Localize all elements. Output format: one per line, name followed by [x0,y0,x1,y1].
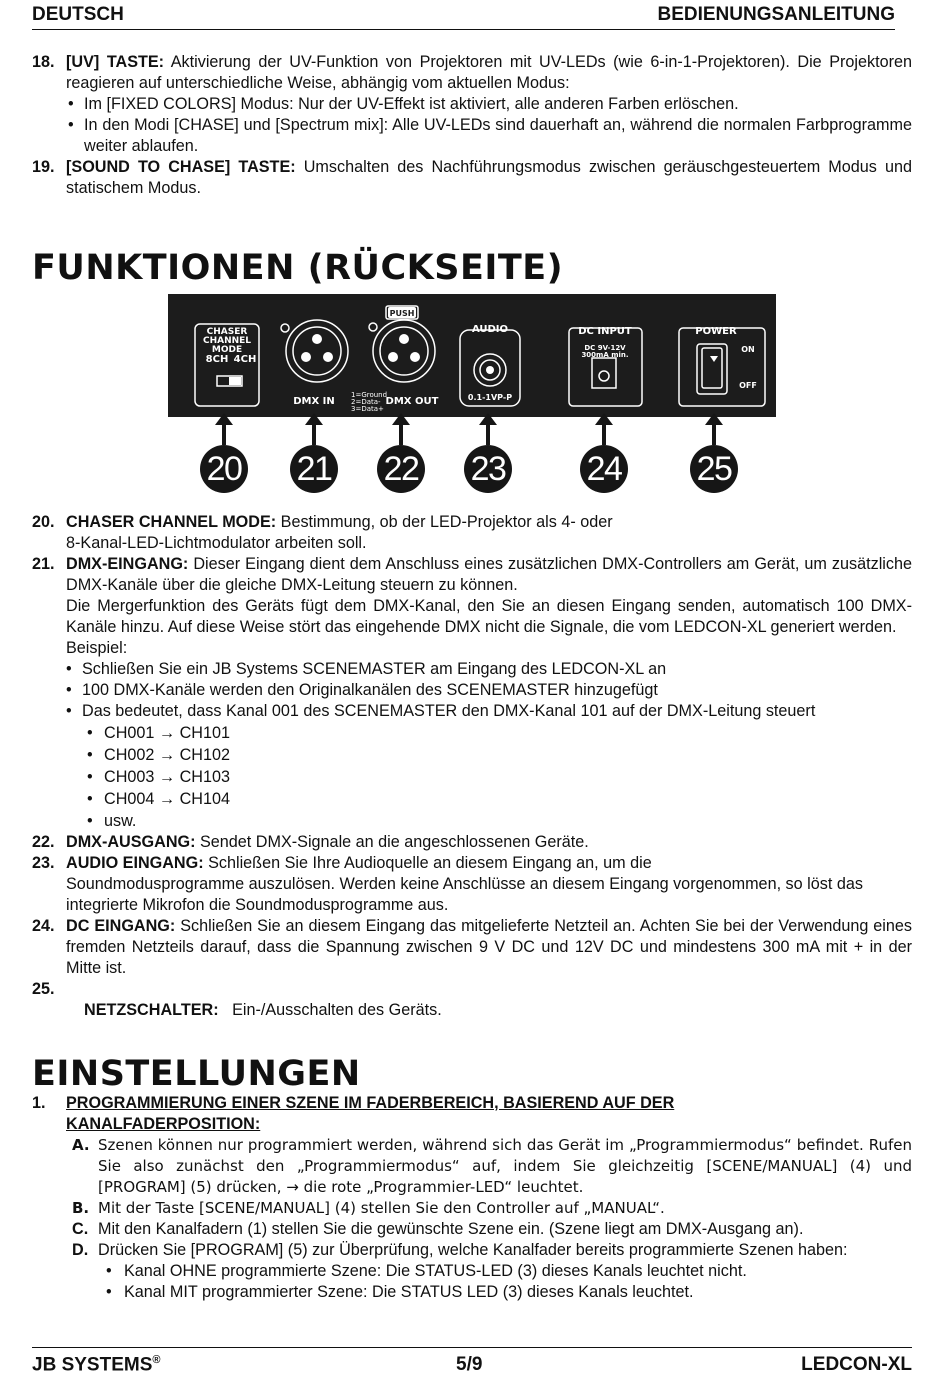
item-text: Schließen Sie Ihre Audioquelle an diesem Eingang an, um die [203,854,652,872]
audio-label: AUDIO [471,324,509,335]
list-item-text: Kanal MIT programmierter Szene: Die STATUS LED (3) dieses Kanals leuchtet. [124,1283,694,1301]
brand-name: JB SYSTEMS [32,1354,153,1376]
step-c [32,1219,912,1240]
dc-spec-1: DC 9V-12V [584,344,626,352]
sub-list-item: • usw. [32,810,912,832]
arrow-22 [399,417,403,445]
callout-25: 25 [690,445,738,493]
list-item: • 100 DMX-Kanäle werden den Originalkanälen des SCENEMASTER hinzugefügt [32,680,912,701]
header-title: BEDIENUNGSANLEITUNG [657,4,895,25]
pin-label-2: 2=Data- [351,398,381,406]
step-text: Szenen können nur programmiert werden, während sich das Gerät im „Programmiermodus“ befindet. Rufen Sie also zunächst den „Programmiermodus“ auf, indem Sie gleichzeitig [SCENE/MANUAL] (4) und [PROGRAM] (5) drücken, → die rote „Programmier-LED“ leuchtet. [98,1136,912,1196]
item-text: Sendet DMX-Signale an die angeschlossenen Geräte. [195,833,589,851]
list-item: • Das bedeutet, dass Kanal 001 des SCENEMASTER den DMX-Kanal 101 auf der DMX-Leitung steuert [32,701,912,722]
arrow-21 [312,417,316,445]
on-label: ON [741,345,755,354]
item-label: [SOUND TO CHASE] TASTE: [66,158,296,176]
callout-24: 24 [580,445,628,493]
settings-section [32,1093,912,1303]
step-text: Mit der Taste [SCENE/MANUAL] (4) stellen Sie den Controller auf „MANUAL“. [98,1199,665,1217]
item-23 [32,853,912,874]
arrow-20 [222,417,226,445]
dmx-out-connector [373,320,435,382]
step-letter: C. [72,1220,89,1238]
step-letter: D. [72,1241,89,1259]
dc-input-box [569,328,642,406]
page-header [32,2,895,30]
section-title-functions: FUNKTIONEN (RÜCKSEITE) [32,248,564,288]
page-number: 5/9 [456,1354,483,1375]
settings-title-line2: KANALFADERPOSITION: [66,1115,261,1133]
callout-23: 23 [464,445,512,493]
list-item [32,1282,912,1303]
footer-model: LEDCON-XL [801,1354,912,1375]
item-text: Aktivierung der UV-Funktion von Projektoren mit UV-LEDs (wie 6-in-1-Projektoren). Die Projektoren reagieren auf unterschiedliche Weise, abhängig vom aktuellen Modus: [66,53,912,92]
item-number: 22. [32,833,55,851]
dmx-out-label: DMX OUT [385,396,439,407]
item-text: Bestimmung, ob der LED-Projektor als 4- oder [276,513,613,531]
list-item [32,1261,912,1282]
step-text: Drücken Sie [PROGRAM] (5) zur Überprüfung, welche Kanalfader bereits programmierte Szenen haben: [98,1241,848,1259]
list-item: • Schließen Sie ein JB Systems SCENEMASTER am Eingang des LEDCON-XL an [32,659,912,680]
ch8-label: 8CH [205,354,229,365]
settings-title-line1: PROGRAMMIERUNG EINER SZENE IM FADERBEREICH, BASIEREND AUF DER [66,1094,675,1112]
callout-20: 20 [200,445,248,493]
item-label: CHASER CHANNEL MODE: [66,513,277,531]
item-22 [32,832,912,853]
settings-heading [32,1093,912,1135]
arrow-23 [486,417,490,445]
item-number: 25. [32,980,55,998]
step-letter: B. [72,1199,90,1217]
push-label: PUSH [389,309,415,318]
power-label: POWER [695,326,737,337]
item-21 [32,554,912,596]
step-b [32,1198,912,1219]
step-a [32,1135,912,1198]
sub-list-item: • CH003 → CH103 [32,766,912,788]
item-number: 23. [32,854,55,872]
callout-21: 21 [290,445,338,493]
item-18 [32,52,912,94]
dc-input-label: DC INPUT [578,326,632,337]
section-title-settings: EINSTELLUNGEN [32,1054,361,1094]
off-label: OFF [739,381,757,390]
registered-mark: ® [152,1354,161,1366]
item-number: 21. [32,555,55,573]
list-item-text: Kanal OHNE programmierte Szene: Die STATUS-LED (3) dieses Kanals leuchtet nicht. [124,1262,747,1280]
arrow-24 [602,417,606,445]
page-footer [32,1347,912,1388]
header-language: DEUTSCH [32,4,124,25]
item-20 [32,512,912,533]
item-text: Umschalten des Nachführungsmodus zwischen geräuschgesteuertem Modus und statischem Modus. [66,158,912,197]
item-25 [32,979,912,1042]
step-d [32,1240,912,1261]
item-label: NETZSCHALTER: [84,1001,219,1019]
top-items [32,52,912,199]
chaser-label-3: MODE [211,345,243,355]
item-label: DC EINGANG: [66,917,176,935]
item-number: 19. [32,158,55,176]
chaser-label-2: CHANNEL [202,336,252,346]
item-text-cont: Soundmodusprogramme auszulösen. Werden keine Anschlüsse an diesem Eingang vorgenommen, so löst das integrierte Mikrofon die Soundmodusprogramme aus. [66,875,863,914]
arrow-25 [712,417,716,445]
item-label: AUDIO EINGANG: [66,854,204,872]
item-label: DMX-EINGANG: [66,555,189,573]
step-text: Mit den Kanalfadern (1) stellen Sie die gewünschte Szene ein. (Szene liegt am DMX-Ausgang an). [98,1220,804,1238]
dmx-in-connector [286,320,348,382]
item-text: Ein-/Ausschalten des Geräts. [218,1001,442,1019]
item-19 [32,157,912,199]
sub-list-item: • CH002 → CH102 [32,744,912,766]
audio-spec: 0.1-1VP-P [467,393,513,402]
callout-22: 22 [377,445,425,493]
item-number: 24. [32,917,55,935]
chaser-label-1: CHASER [206,327,248,337]
dc-spec-2: 300mA min. [581,351,629,359]
list-item: • Im [FIXED COLORS] Modus: Nur der UV-Effekt ist aktiviert, alle anderen Farben erlöschen. [32,94,912,115]
step-letter: A. [72,1136,90,1154]
pin-label-1: 1=Ground [351,391,388,399]
item-text: Dieser Eingang dient dem Anschluss eines zusätzlichen DMX-Controllers am Gerät, um zusätzliche DMX-Kanäle über die gleiche DMX-Leitung steuern zu können. [66,555,912,594]
function-items [32,512,912,1042]
pin-label-3: 3=Data+ [351,405,384,413]
paragraph: Die Mergerfunktion des Geräts fügt dem DMX-Kanal, den Sie an diesen Eingang senden, automatisch 100 DMX-Kanäle hinzu. Auf diese Weise stört das eingehende DMX nicht die Signale, die vom LEDCON-XL generiert werden. [66,597,912,636]
item-number: 1. [32,1094,46,1112]
item-text: Schließen Sie an diesem Eingang das mitgelieferte Netzteil an. Achten Sie bei der Verwendung eines fremden Netzteils darauf, dass die Spannung zwischen 9 V DC und 12V DC und mindestens 300 mA mit + in der Mitte ist. [66,917,912,977]
item-24 [32,916,912,979]
dmx-in-label: DMX IN [293,396,335,407]
paragraph: Beispiel: [66,639,128,657]
item-label: [UV] TASTE: [66,53,165,71]
footer-brand [32,1354,160,1376]
item-number: 20. [32,513,55,531]
rear-panel-illustration [168,294,776,417]
sub-list-item: • CH001 → CH101 [32,722,912,744]
item-label: DMX-AUSGANG: [66,833,196,851]
list-item: • In den Modi [CHASE] und [Spectrum mix]: Alle UV-LEDs sind dauerhaft an, während die normalen Farbprogramme weiter ablaufen. [32,115,912,157]
sub-list-item: • CH004 → CH104 [32,788,912,810]
rear-panel-drawing [168,294,776,417]
item-text-cont: 8-Kanal-LED-Lichtmodulator arbeiten soll. [66,534,367,552]
ch4-label: 4CH [233,354,257,365]
item-number: 18. [32,53,55,71]
